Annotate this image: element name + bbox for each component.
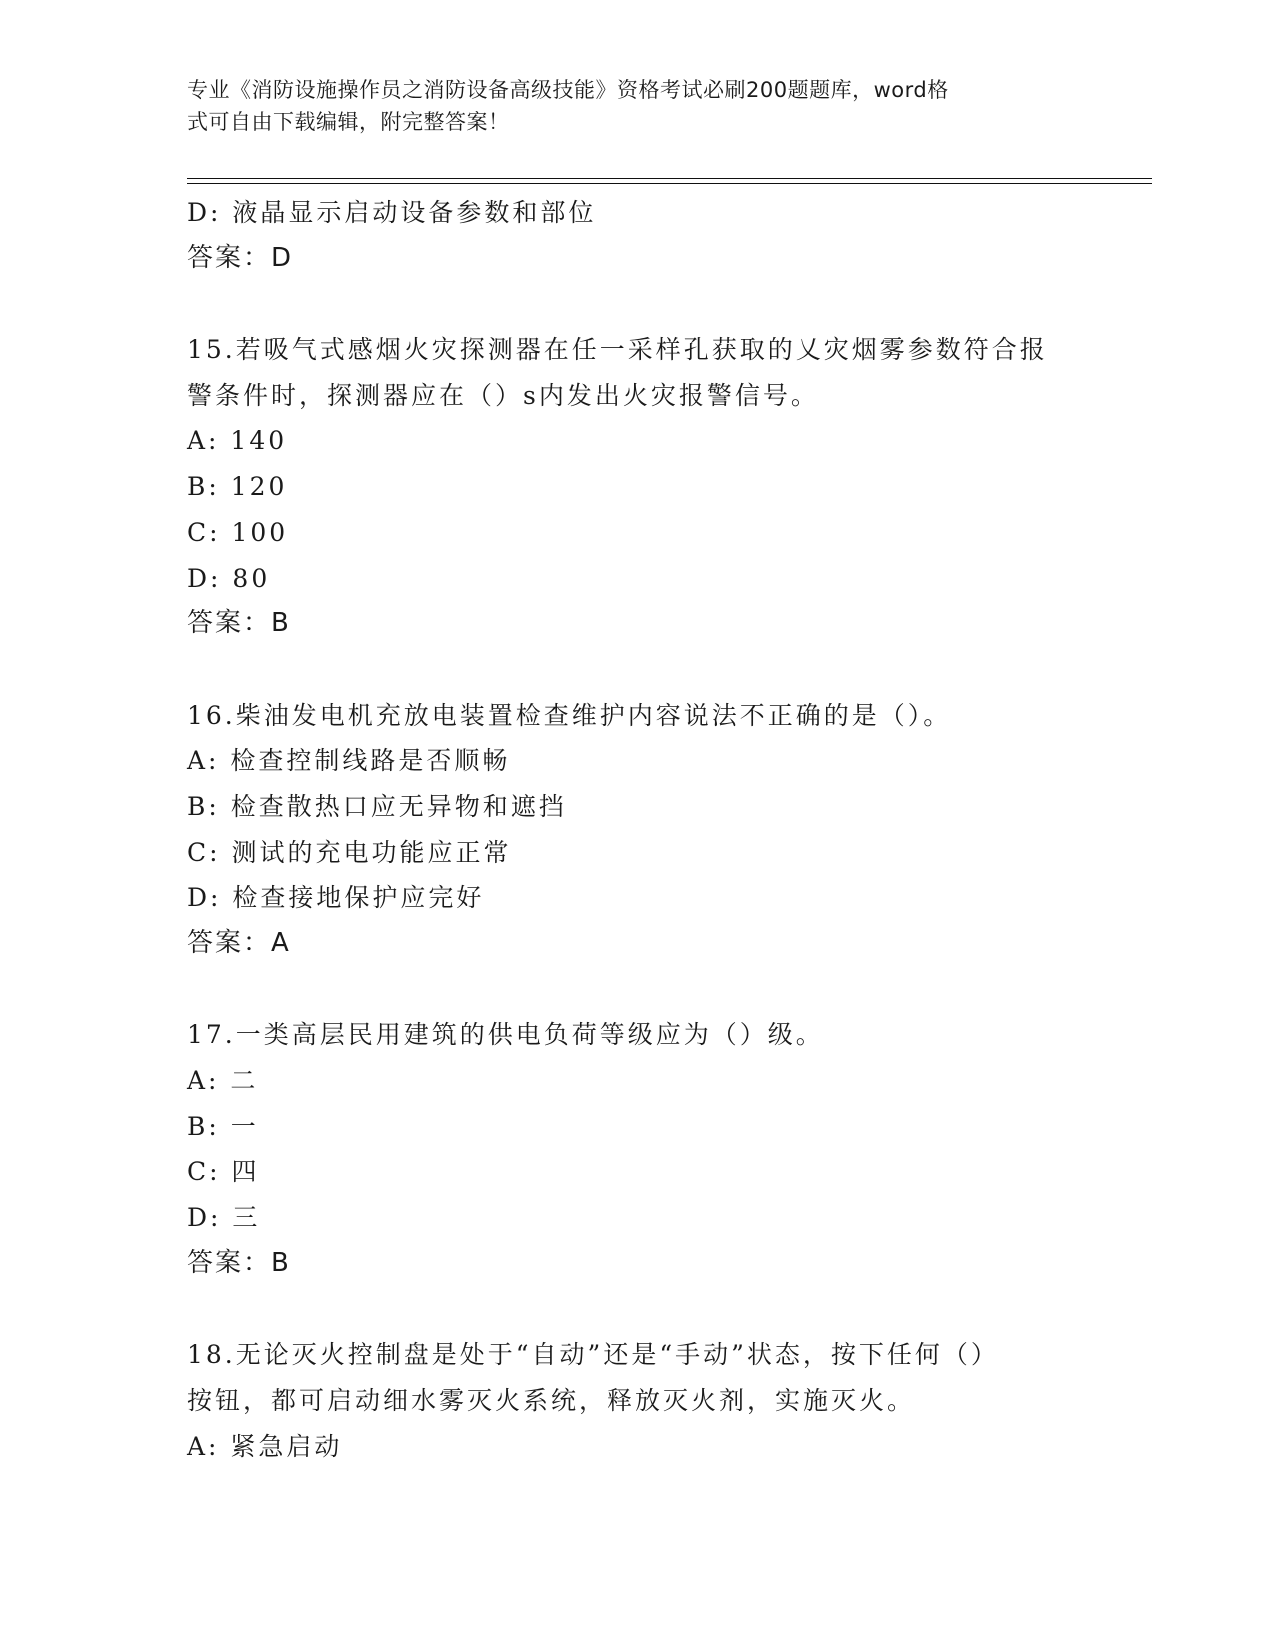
header-line-1: 专业《消防设施操作员之消防设备高级技能》资格考试必刷200题题库，word格 <box>187 78 949 102</box>
spacer <box>187 281 1087 327</box>
option-a: A: 紧急启动 <box>187 1431 343 1461</box>
answer: 答案：A <box>187 928 291 958</box>
header-line-2: 式可自由下载编辑，附完整答案！ <box>187 110 510 134</box>
question-text: 18.无论灭火控制盘是处于“自动”还是“手动”状态，按下任何（） <box>187 1340 999 1370</box>
question-text: 16.柴油发电机充放电装置检查维护内容说法不正确的是（）。 <box>187 700 952 730</box>
option-d: D: 80 <box>187 563 271 593</box>
option-d: D: 三 <box>187 1203 261 1233</box>
question-list <box>187 190 1087 1469</box>
question-text: 17.一类高层民用建筑的供电负荷等级应为（）级。 <box>187 1020 824 1050</box>
document-header <box>187 74 1087 138</box>
question-16 <box>187 693 1087 967</box>
question-text: 按钮，都可启动细水雾灭火系统，释放灭火剂，实施灭火。 <box>187 1385 916 1415</box>
question-15 <box>187 327 1087 647</box>
question-18 <box>187 1332 1087 1469</box>
option-a: A: 二 <box>187 1066 259 1096</box>
option-b: B: 120 <box>187 472 288 502</box>
prev-option-d: D: 液晶显示启动设备参数和部位 <box>187 198 597 227</box>
answer: 答案：B <box>187 1247 291 1278</box>
option-a: A: 检查控制线路是否顺畅 <box>187 746 511 776</box>
option-b: B: 一 <box>187 1111 259 1141</box>
question-text: 警条件时，探测器应在（）s内发出火灾报警信号。 <box>187 380 819 410</box>
question-text: 15.若吸气式感烟火灾探测器在任一采样孔获取的乂灾烟雾参数符合报 <box>187 335 1048 365</box>
spacer <box>187 1287 1087 1333</box>
option-c: C: 100 <box>187 517 289 547</box>
option-c: C: 测试的充电功能应正常 <box>187 837 512 867</box>
spacer <box>187 647 1087 693</box>
prev-answer: 答案：D <box>187 242 294 273</box>
header-divider-top <box>187 178 1152 179</box>
option-c: C: 四 <box>187 1157 260 1187</box>
question-17 <box>187 1012 1087 1286</box>
header-divider-bottom <box>187 183 1152 184</box>
spacer <box>187 967 1087 1013</box>
option-b: B: 检查散热口应无异物和遮挡 <box>187 791 567 821</box>
answer: 答案：B <box>187 608 291 639</box>
option-d: D: 检查接地保护应完好 <box>187 883 485 913</box>
option-a: A: 140 <box>187 426 288 456</box>
